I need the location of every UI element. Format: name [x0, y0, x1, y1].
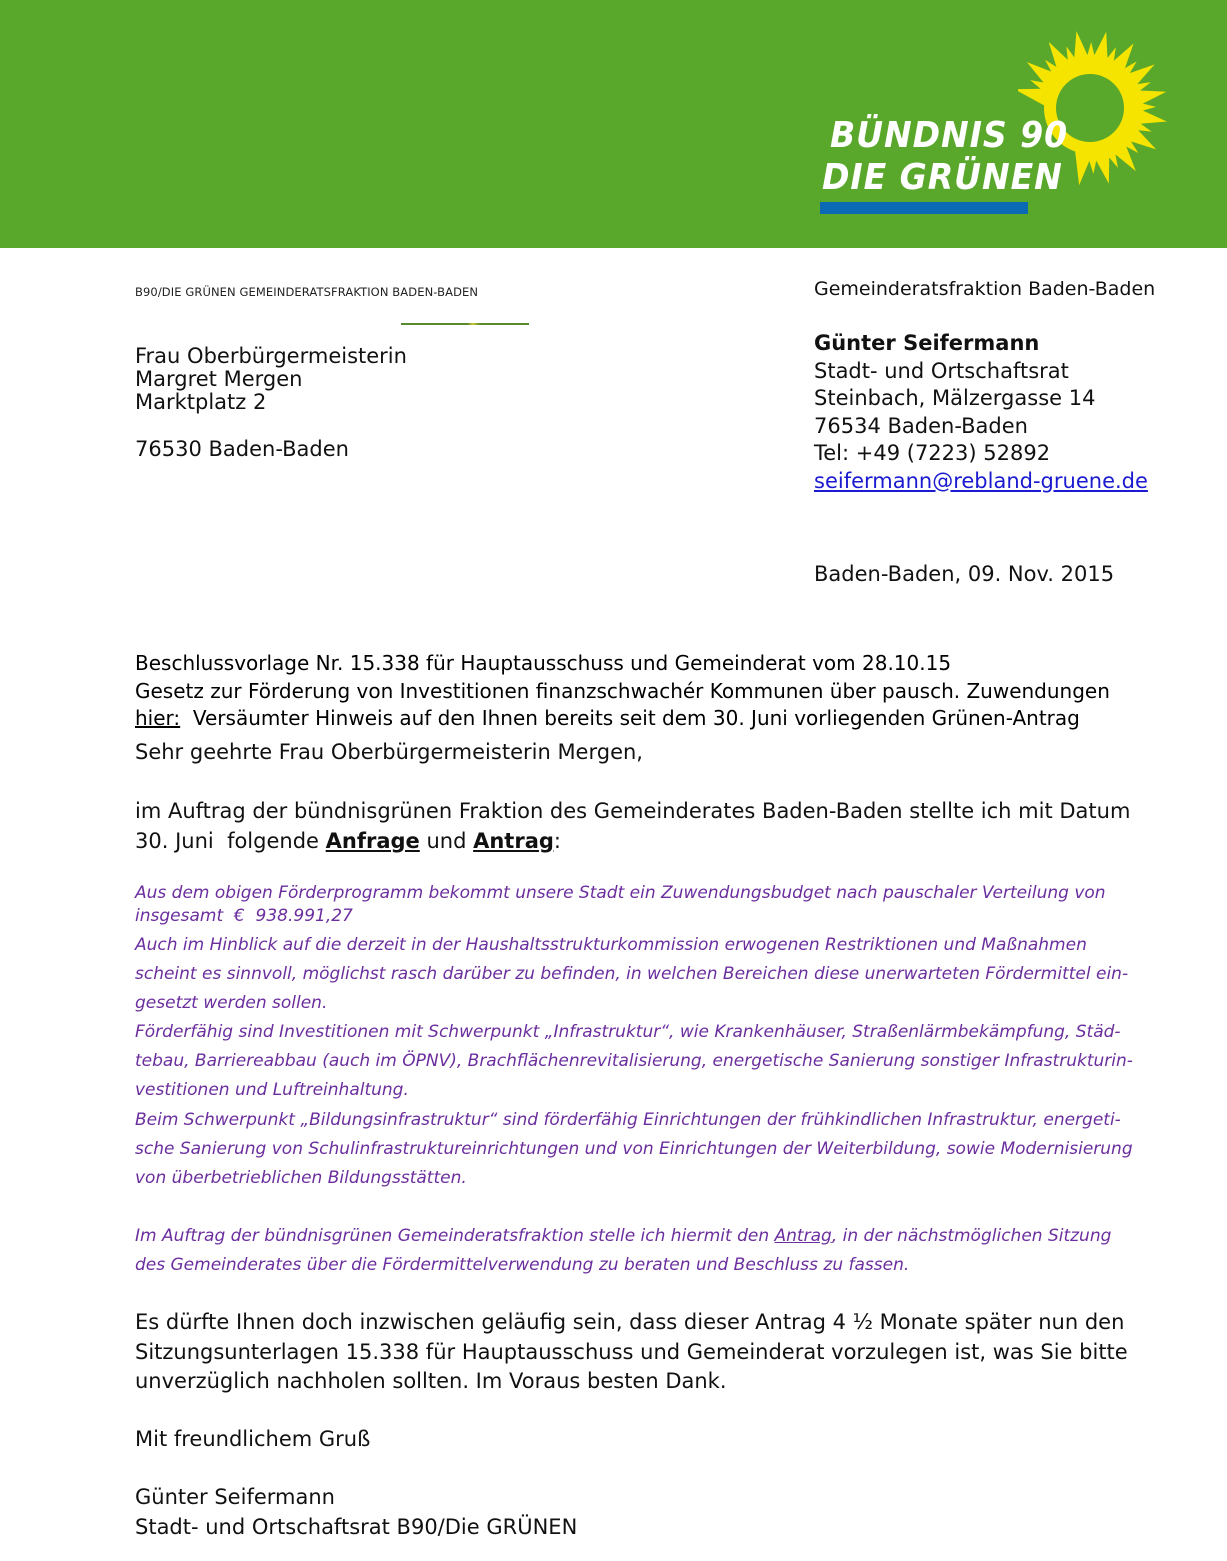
- quote-text: Im Auftrag der bündnisgrünen Gemeinderatsfraktion stelle ich hiermit den: [135, 1226, 775, 1246]
- quote-line: des Gemeinderates über die Fördermittelverwendung zu beraten und Beschluss zu fassen.: [135, 1255, 910, 1275]
- divider-line: [401, 323, 529, 325]
- signature-block: [135, 1483, 577, 1542]
- antrag-term: Antrag: [774, 1226, 832, 1246]
- quote-line: insgesamt € 938.991,27: [135, 905, 353, 926]
- subject-line-3-text: Versäumter Hinweis auf den Ihnen bereits seit dem 30. Juni vorliegenden Grünen-Antrag: [180, 706, 1080, 730]
- signature-name: Günter Seifermann: [135, 1485, 335, 1509]
- recipient-name: Margret Mergen: [135, 367, 303, 391]
- subject-line-1: Beschlussvorlage Nr. 15.338 für Hauptausschuss und Gemeinderat vom 28.10.15: [135, 651, 952, 675]
- quote-line: [135, 1222, 1111, 1251]
- sender-fraktion: Gemeinderatsfraktion Baden-Baden: [814, 278, 1156, 300]
- subject-line-3: [135, 705, 1110, 733]
- intro-line-1: im Auftrag der bündnisgrünen Fraktion des Gemeinderates Baden-Baden stellte ich mit Datum: [135, 799, 1131, 823]
- logo-text-buendnis: BÜNDNIS 90: [830, 115, 1069, 156]
- quote-paragraph-4: [135, 1106, 1133, 1193]
- letter-date: Baden-Baden, 09. Nov. 2015: [814, 562, 1115, 586]
- sender-city: 76534 Baden-Baden: [814, 413, 1028, 438]
- intro-line-2-text: 30. Juni folgende: [135, 828, 326, 853]
- party-logo: [818, 30, 1163, 220]
- subject-block: [135, 650, 1110, 733]
- intro-colon: :: [553, 828, 561, 853]
- quote-line: sche Sanierung von Schulinfrastruktureinrichtungen und von Einrichtungen der Weiterbildung, sowie Modernisierung: [135, 1139, 1133, 1159]
- quote-paragraph-1: [135, 882, 1106, 927]
- quote-paragraph-5: [135, 1222, 1111, 1280]
- quote-line: tebau, Barriereabbau (auch im ÖPNV), Brachflächenrevitalisierung, energetische Sanierung sonstiger Infrastrukturin-: [135, 1051, 1133, 1071]
- letterhead-banner: [0, 0, 1227, 248]
- recipient-city: 76530 Baden-Baden: [135, 437, 349, 461]
- subject-hier-label: hier:: [135, 706, 181, 730]
- quote-line: vestitionen und Luftreinhaltung.: [135, 1080, 409, 1100]
- closing-paragraph: [135, 1308, 1128, 1397]
- antrag-term: Antrag: [473, 828, 554, 853]
- recipient-address: [135, 345, 407, 414]
- sender-return-line: B90/DIE GRÜNEN GEMEINDERATSFRAKTION BADEN-BADEN: [135, 285, 479, 299]
- quote-line: Beim Schwerpunkt „Bildungsinfrastruktur“ sind förderfähig Einrichtungen der frühkindlichen Infrastruktur, energeti-: [135, 1110, 1121, 1130]
- intro-und: und: [419, 828, 474, 853]
- intro-line-2: [135, 827, 1130, 857]
- intro-paragraph: [135, 797, 1130, 856]
- signature-title: Stadt- und Ortschaftsrat B90/Die GRÜNEN: [135, 1514, 578, 1539]
- quote-paragraph-2: [135, 931, 1128, 1018]
- quote-line: Auch im Hinblick auf die derzeit in der Haushaltsstrukturkommission erwogenen Restriktionen und Maßnahmen: [135, 935, 1087, 955]
- quote-line: Aus dem obigen Förderprogramm bekommt unsere Stadt ein Zuwendungsbudget nach pauschaler Verteilung von: [135, 883, 1106, 903]
- quote-line: von überbetrieblichen Bildungsstätten.: [135, 1168, 467, 1188]
- closing-line: Sitzungsunterlagen 15.338 für Hauptausschuss und Gemeinderat vorzulegen ist, was Sie bitte: [135, 1339, 1128, 1364]
- quote-line: Förderfähig sind Investitionen mit Schwerpunkt „Infrastruktur“, wie Krankenhäuser, Straßenlärmbekämpfung, Städ-: [135, 1022, 1121, 1042]
- anfrage-term: Anfrage: [325, 828, 420, 853]
- recipient-title: Frau Oberbürgermeisterin: [135, 344, 407, 368]
- salutation: Sehr geehrte Frau Oberbürgermeisterin Mergen,: [135, 740, 643, 764]
- recipient-street: Marktplatz 2: [135, 390, 267, 414]
- closing-line: unverzüglich nachholen sollten. Im Voraus besten Dank.: [135, 1369, 727, 1393]
- sender-contact-block: [814, 330, 1148, 495]
- quote-line: scheint es sinnvoll, möglichst rasch darüber zu befinden, in welchen Bereichen diese unerwarteten Fördermittel ein-: [135, 964, 1129, 984]
- greeting: Mit freundlichem Gruß: [135, 1427, 371, 1451]
- logo-text-gruenen: DIE GRÜNEN: [822, 157, 1063, 198]
- sender-name: Günter Seifermann: [814, 331, 1040, 355]
- subject-line-2: Gesetz zur Förderung von Investitionen finanzschwachér Kommunen über pausch. Zuwendungen: [135, 678, 1110, 703]
- quote-line: gesetzt werden sollen.: [135, 993, 328, 1013]
- quote-paragraph-3: [135, 1018, 1133, 1105]
- quote-text: , in der nächstmöglichen Sitzung: [831, 1226, 1112, 1246]
- sender-role: Stadt- und Ortschaftsrat: [814, 358, 1069, 383]
- sender-email-link[interactable]: seifermann@rebland-gruene.de: [814, 468, 1148, 493]
- closing-line: Es dürfte Ihnen doch inzwischen geläufig sein, dass dieser Antrag 4 ½ Monate später nun den: [135, 1310, 1125, 1334]
- sender-street: Steinbach, Mälzergasse 14: [814, 386, 1096, 410]
- logo-blue-bar: [820, 202, 1028, 214]
- sender-phone: Tel: +49 (7223) 52892: [814, 441, 1051, 465]
